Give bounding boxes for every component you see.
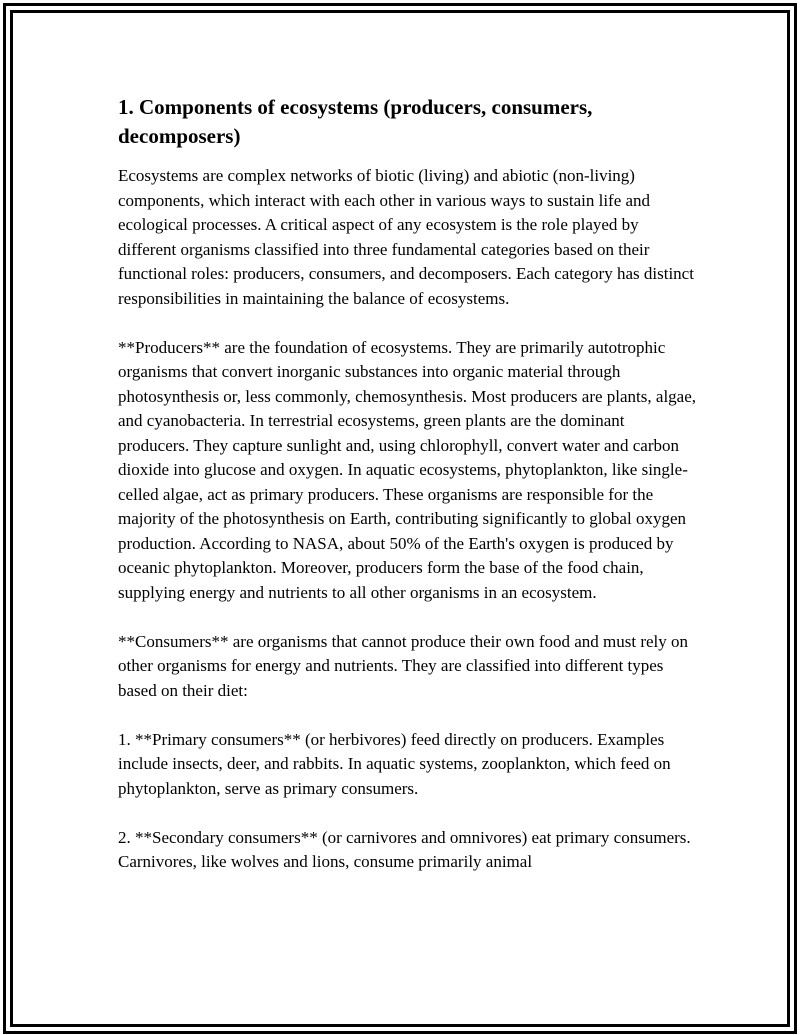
paragraph-producers: **Producers** are the foundation of ecosystems. They are primarily autotrophic organisms that convert inorganic substances into organic material through photosynthesis or, less commonly, chemosynthesis. Most producers are plants, algae, and cyanobacteria. In terrestrial ecosystems, green plants are the dominant producers. They capture sunlight and, using chlorophyll, convert water and carbon dioxide into glucose and oxygen. In aquatic ecosystems, phytoplankton, like single-celled algae, act as primary producers. These organisms are responsible for the majority of the photosynthesis on Earth, contributing significantly to global oxygen production. According to NASA, about 50% of the Earth's oxygen is produced by oceanic phytoplankton. Moreover, producers form the base of the food chain, supplying energy and nutrients to all other organisms in an ecosystem. — [118, 337, 697, 602]
paragraph-primary-consumers: 1. **Primary consumers** (or herbivores) feed directly on producers. Examples include insects, deer, and rabbits. In aquatic systems, zooplankton, which feed on phytoplankton, serve as primary consumers. — [118, 729, 671, 798]
paragraph-intro: Ecosystems are complex networks of biotic (living) and abiotic (non-living) components, which interact with each other in various ways to sustain life and ecological processes. A critical aspect of any ecosystem is the role played by different organisms classified into three fundamental categories based on their functional roles: producers, consumers, and decomposers. Each category has distinct responsibilities in maintaining the balance of ecosystems. — [118, 166, 694, 308]
paragraph-secondary-consumers: 2. **Secondary consumers** (or carnivores and omnivores) eat primary consumers. Carnivores, like wolves and lions, consume primarily animal — [118, 827, 691, 871]
paragraph-consumers: **Consumers** are organisms that cannot produce their own food and must rely on other organisms for energy and nutrients. They are classified into different types based on their diet: — [118, 631, 689, 700]
section-heading: 1. Components of ecosystems (producers, consumers, decomposers) — [118, 95, 593, 148]
document-body — [118, 93, 698, 899]
